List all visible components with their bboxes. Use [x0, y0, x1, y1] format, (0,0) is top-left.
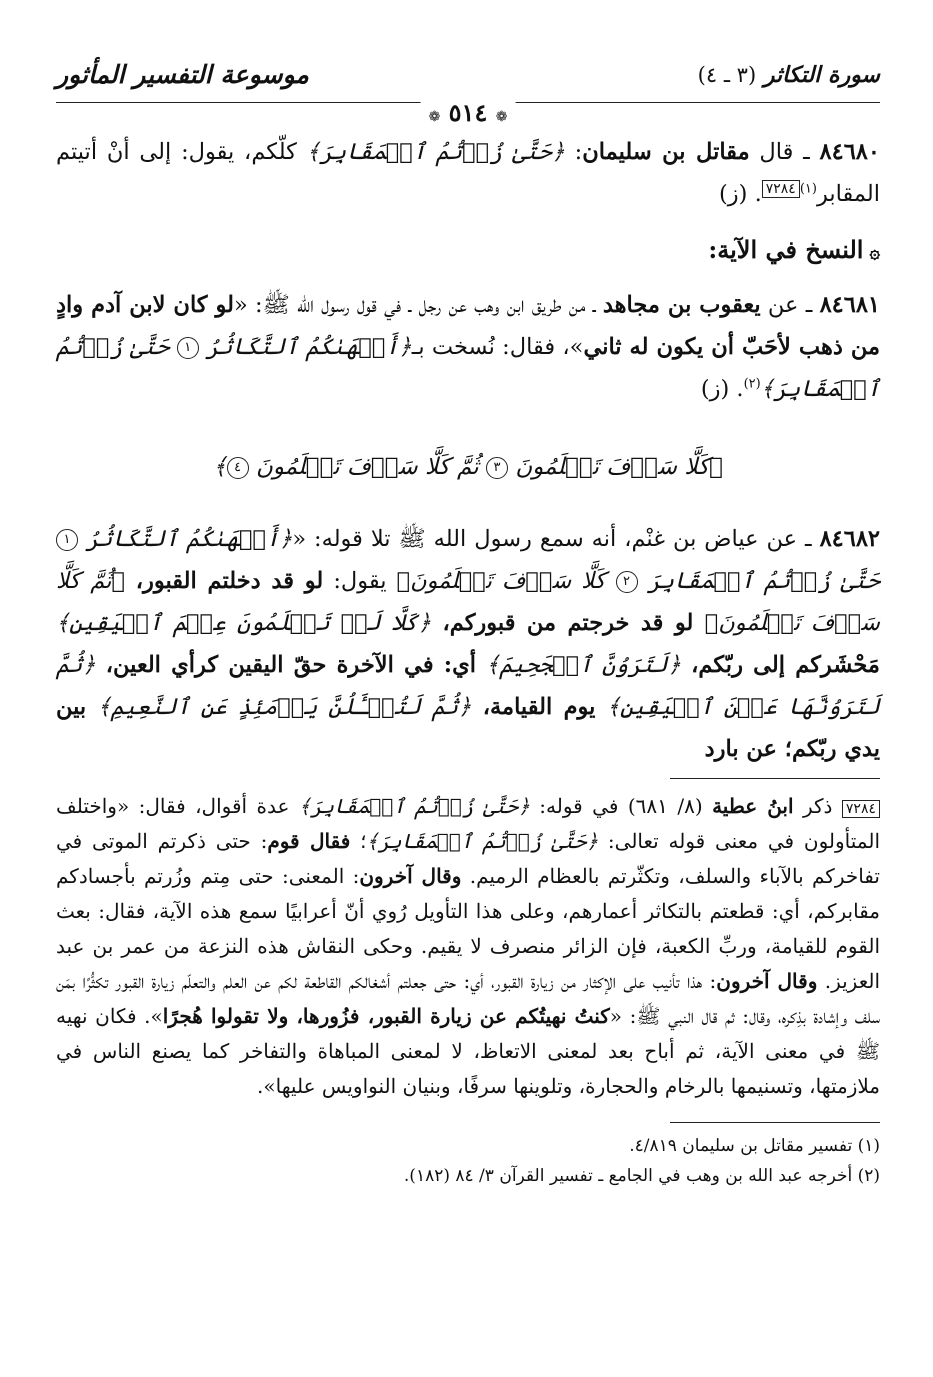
- narration-number: ٨٤٦٨١: [819, 292, 880, 318]
- verse-number: ١: [177, 337, 199, 359]
- page: [56, 58, 880, 1191]
- commentary-number: ٧٢٨٤: [842, 800, 880, 818]
- text: كلّكم، يقول: إلى أنْ أتيتم المقابر: [56, 139, 880, 207]
- text: ـ عن عياض بن غنْم، أنه سمع رسول الله ﷺ تلا قوله: «: [292, 526, 820, 552]
- star-icon: ۞: [869, 242, 880, 263]
- opinion-label: فقال قوم: [267, 829, 351, 853]
- quran-quote: ﴿أَلۡهَىٰكُمُ ٱلتَّكَاثُرُ: [85, 526, 293, 552]
- quran-quote: حَتَّىٰ زُرۡتُمُ ٱلۡمَقَابِرَ﴾: [56, 334, 880, 402]
- verse-text: ﴾: [213, 454, 227, 480]
- text: : هذا تأنيب على الإكثار من زيارة القبور، أي: حتى جعلتم أشغالكم القاطعة لكم عن العلم والتعلّم زيارة القبور تكثُّرًا بمَن سلف وإشادة بذِكره، وقال: ثم قال النبي ﷺ: «: [56, 969, 880, 1028]
- narration-number: ٨٤٦٨٠: [819, 139, 880, 165]
- hadith-text: أي: في الآخرة حقّ اليقين كرأي العين،: [95, 652, 487, 678]
- section-title: النسخ في الآية:: [708, 235, 864, 264]
- footnote-marker[interactable]: (١): [799, 181, 817, 197]
- ornament-icon: ❁: [428, 109, 441, 125]
- quran-quote: حَتَّىٰ زُرۡتُمُ ٱلۡمَقَابِرَ: [647, 568, 881, 594]
- footnote-divider: [670, 778, 880, 779]
- narration-84682: [56, 518, 880, 770]
- text: ؛: [350, 829, 367, 853]
- verse-number: ١: [56, 529, 78, 551]
- verse-number: ٣: [486, 457, 508, 479]
- commentator-name: ابنُ عطية: [712, 794, 794, 818]
- hadith-text: كنتُ نهيتُكم عن زيارة القبور، فزُورها، ولا تقولوا هُجرًا: [162, 1004, 610, 1028]
- text: :: [564, 139, 583, 165]
- footnotes-divider: [670, 1122, 880, 1123]
- narration-84681: [56, 284, 880, 410]
- hadith-text: لو قد خرجتم من قبوركم،: [431, 610, 705, 636]
- verse-text: ثُمَّ كَلَّا سَوۡفَ تَعۡلَمُونَ: [255, 454, 479, 480]
- hadith-text: بين يدي ربّكم؛ عن بارد: [56, 694, 880, 762]
- verse-number: ٢: [616, 571, 638, 593]
- hadith-text: مَحْشَركم إلى ربّكم،: [680, 652, 880, 678]
- page-number-block: [421, 98, 516, 127]
- commentary-note: [56, 789, 880, 1104]
- quran-quote: ﴿أَلۡهَىٰكُمُ ٱلتَّكَاثُرُ: [206, 334, 412, 360]
- verse-block: [56, 446, 880, 488]
- main-text: [56, 131, 880, 770]
- opinion-label: وقال آخرون: [716, 969, 818, 993]
- text: ». فكان نهيه ﷺ في معنى الآية، ثم أباح بعد لمعنى الاتعاظ، لا لمعنى المباهاة والتفاخر كما يصنع الناس في ملازمتها، وتسنيمها بالرخام والحجارة، وتلوينها سرفًا، وبنيان النواويس عليها».: [56, 1004, 880, 1098]
- quran-quote: كَلَّا سَوۡفَ تَعۡلَمُونَ﴾: [396, 568, 606, 594]
- text: »، فقال: نُسخت بـ: [411, 334, 584, 360]
- quran-quote: ﴿ثُمَّ لَتُسۡـَٔلُنَّ يَوۡمَئِذٍ عَنِ ٱلنَّعِيمِ﴾: [97, 694, 472, 720]
- verse-text: ﴿كَلَّا سَوۡفَ تَعۡلَمُونَ: [515, 454, 723, 480]
- ornament-icon: ❁: [495, 109, 508, 125]
- quran-quote: ﴿حَتَّىٰ زُرۡتُمُ ٱلۡمَقَابِرَ﴾: [306, 139, 565, 165]
- footnote-2: (٢) أخرجه عبد الله بن وهب في الجامع ـ تفسير القرآن ٣/ ٨٤ (١٨٢).: [403, 1166, 880, 1186]
- text: ـ قال: [749, 139, 820, 165]
- footnote-1: (١) تفسير مقاتل بن سليمان ٤/٨١٩.: [629, 1136, 880, 1156]
- narrator-name: يعقوب بن مجاهد: [602, 292, 761, 318]
- text: . (ز): [700, 376, 744, 402]
- page-number: ٥١٤: [448, 98, 488, 127]
- text: : المعنى: حتى مِتم وزُرتم بأجسادكم مقابركم، أي: قطعتم بالتكاثر أعمارهم، وعلى هذا التأويل رُوي أنّ أعرابيًا سمع هذه الآية، فقال: بعث القوم للقيامة، وربِّ الكعبة، فإن الزائر منصرف لا يقيم. وحكى النقاش هذه النزعة من عمر بن عبد العزيز.: [56, 864, 881, 993]
- hadith-text: يوم القيامة،: [471, 694, 607, 720]
- ayah-range: (٣ ـ ٤): [697, 63, 757, 87]
- quran-quote: ﴿حَتَّىٰ زُرۡتُمُ ٱلۡمَقَابِرَ﴾: [298, 794, 530, 818]
- hadith-text: لو كان لابن آدم وادٍ من ذهب لأحَبّ أن يكون له ثاني: [56, 292, 881, 360]
- text: ـ عن: [760, 292, 820, 318]
- hadith-text: لو قد دخلتم القبور،: [124, 568, 324, 594]
- running-header: [56, 58, 880, 127]
- text: : حتى ذكرتم الموتى في تفاخركم بالآباء والسلف، وتكثّرتم بالعظام الرميم.: [56, 829, 880, 888]
- narrator-name: مقاتل بن سليمان: [582, 139, 750, 165]
- quran-quote: ﴿لَتَرَوُنَّ ٱلۡجَحِيمَ﴾: [486, 652, 681, 678]
- text: ـ من طريق ابن وهب عن رجل ـ في قول رسول الله ﷺ: «: [233, 292, 603, 318]
- footnote-marker[interactable]: (٢): [743, 376, 761, 392]
- book-title: موسوعة التفسير المأثور: [56, 60, 309, 89]
- quran-quote: ﴿ثُمَّ كَلَّا سَوۡفَ تَعۡلَمُونَ﴾: [56, 568, 880, 636]
- surah-name: سورة التكاثر: [763, 62, 880, 88]
- text: (٨/ ٦٨١) في قوله:: [529, 794, 713, 818]
- text: . (ز): [719, 181, 762, 207]
- narration-number: ٨٤٦٨٢: [819, 526, 881, 552]
- surah-header: [698, 62, 880, 88]
- footnotes: [56, 1131, 880, 1191]
- text: عدة أقوال، فقال: «واختلف المتأولون في معنى قوله تعالى:: [56, 794, 881, 853]
- opinion-label: وقال آخرون: [359, 864, 462, 888]
- quran-quote: ﴿ثُمَّ لَتَرَوُنَّهَا عَيۡنَ ٱلۡيَقِينِ﴾: [56, 652, 880, 720]
- text: ذكر: [793, 794, 842, 818]
- commentary-reference[interactable]: ٧٢٨٤: [762, 180, 800, 198]
- section-heading: [56, 229, 880, 274]
- quran-quote: ﴿كَلَّا لَوۡ تَعۡلَمُونَ عِلۡمَ ٱلۡيَقِينِ﴾: [56, 610, 432, 636]
- quran-quote: ﴿حَتَّىٰ زُرۡتُمُ ٱلۡمَقَابِرَ﴾: [366, 829, 599, 853]
- verse-number: ٤: [227, 457, 249, 479]
- narration-84680: [56, 131, 880, 215]
- text: يقول:: [323, 568, 397, 594]
